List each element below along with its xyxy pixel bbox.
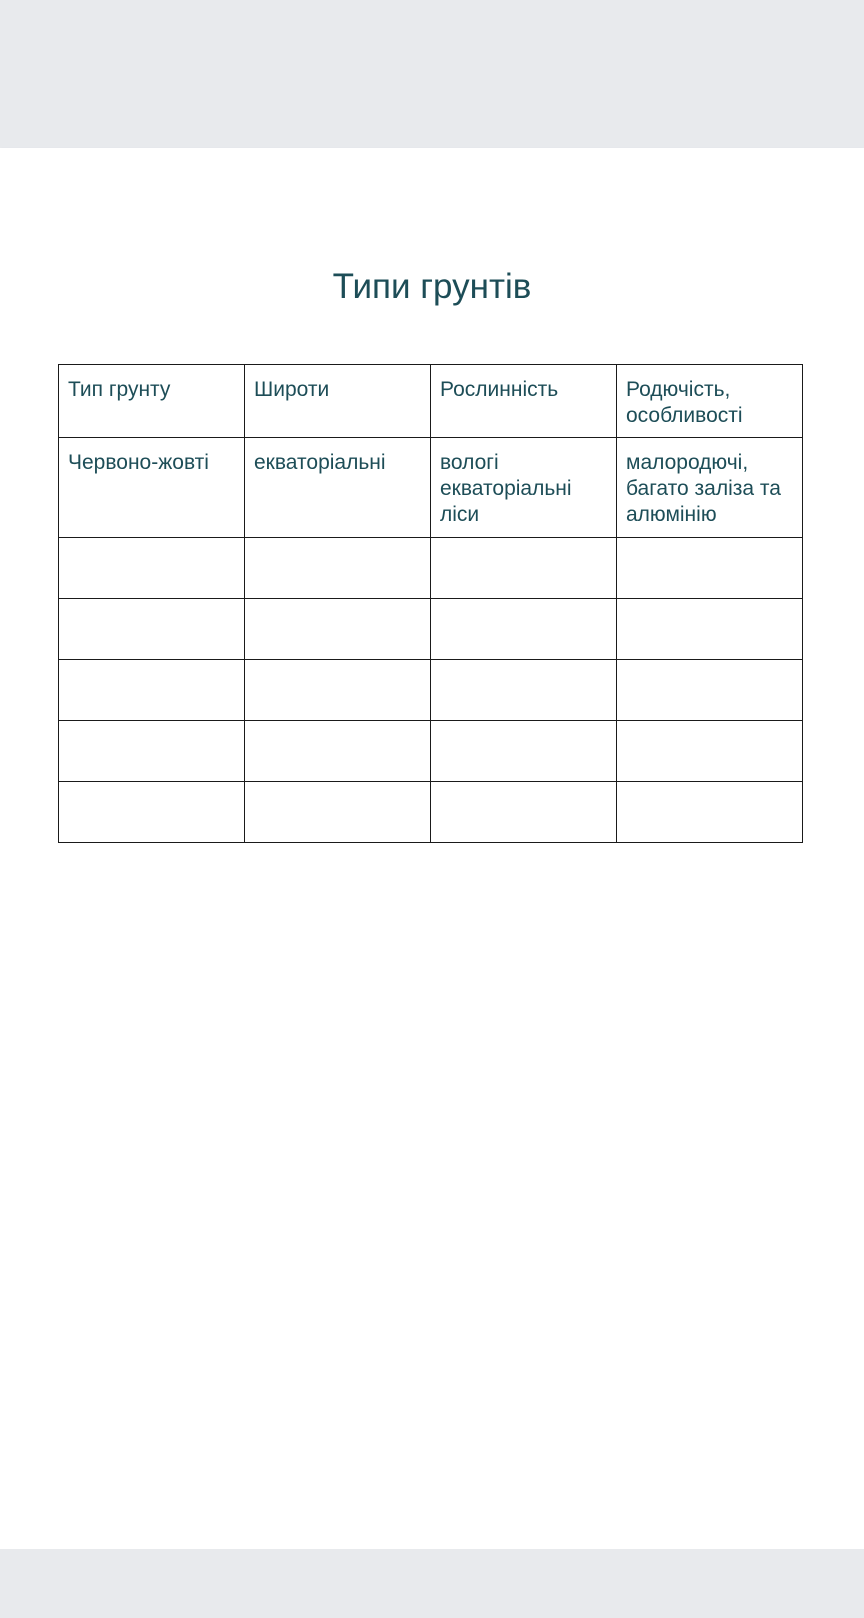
table-cell: екваторіальні (245, 438, 431, 538)
header-vegetation: Рослинність (431, 365, 617, 438)
table-cell (617, 660, 803, 721)
table-cell (431, 660, 617, 721)
table-cell (431, 599, 617, 660)
table-cell (617, 599, 803, 660)
table-row (59, 599, 803, 660)
table-cell (431, 721, 617, 782)
header-soil-type: Тип грунту (59, 365, 245, 438)
table-cell: Червоно-жовті (59, 438, 245, 538)
soil-types-table (58, 364, 803, 843)
header-latitudes: Широти (245, 365, 431, 438)
table-row (59, 538, 803, 599)
header-fertility: Родючість, особливості (617, 365, 803, 438)
table-cell (617, 538, 803, 599)
table-cell (617, 782, 803, 843)
table-cell (431, 782, 617, 843)
table-cell (59, 660, 245, 721)
table-row (59, 438, 803, 538)
document-title: Типи грунтів (332, 267, 532, 306)
table-cell (59, 721, 245, 782)
table-cell (59, 538, 245, 599)
table-header-row (59, 365, 803, 438)
table-cell (245, 660, 431, 721)
table-cell (59, 782, 245, 843)
table-cell: вологі екваторіальні ліси (431, 438, 617, 538)
table-cell (245, 538, 431, 599)
document-page (0, 148, 864, 1549)
viewer-bottom-margin (0, 1549, 864, 1618)
viewer-top-margin (0, 0, 864, 148)
table-cell: малородючі, багато заліза та алюмінію (617, 438, 803, 538)
table-cell (617, 721, 803, 782)
table-cell (431, 538, 617, 599)
table-row (59, 782, 803, 843)
table-cell (245, 721, 431, 782)
table-cell (245, 599, 431, 660)
table-cell (245, 782, 431, 843)
table-cell (59, 599, 245, 660)
table-row (59, 721, 803, 782)
table-row (59, 660, 803, 721)
